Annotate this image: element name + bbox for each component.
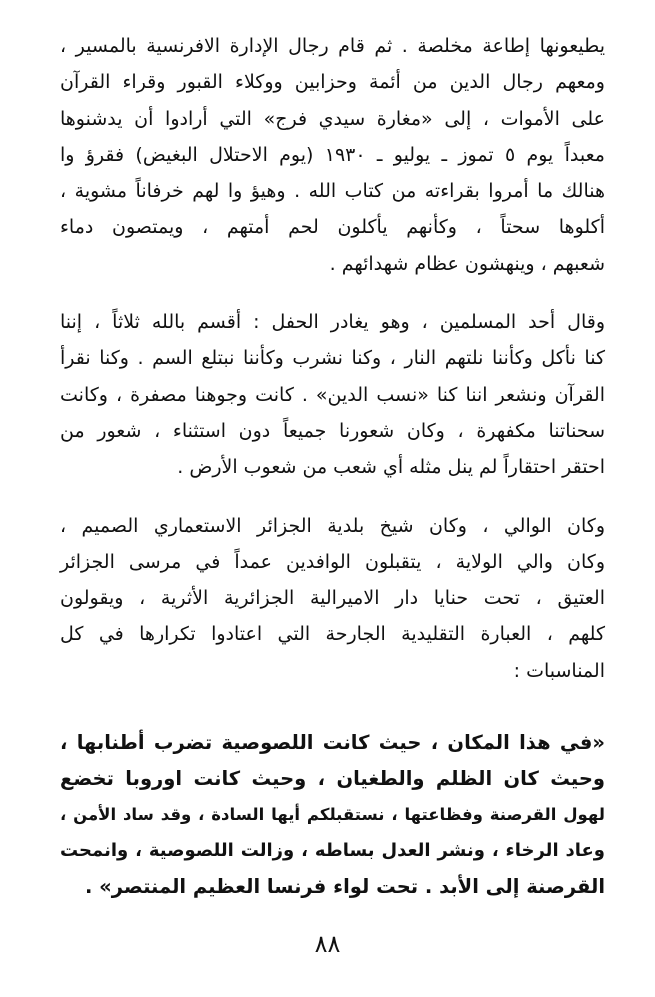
text-line: معبداً يوم ٥ تموز ـ يوليو ـ ١٩٣٠ (يوم الاحتلال البغيض) فقرؤ وا xyxy=(60,143,605,166)
text-line: شعبهم ، وينهشون عظام شهدائهم . xyxy=(329,252,605,275)
text-line: القرآن ونشعر اننا كنا «نسب الدين» . كانت وجوهنا مصفرة ، وكانت xyxy=(60,383,605,406)
quoted-passage xyxy=(60,725,605,905)
quote-line: لهول القرصنة وفظاعتها ، نستقبلكم أيها السادة ، وقد ساد الأمن ، xyxy=(60,805,605,825)
text-line: سحناتنا مكفهرة ، وكان شعورنا جميعاً دون استثناء ، شعور من xyxy=(60,419,605,442)
paragraph-3 xyxy=(60,508,605,689)
page-number: ٨٨ xyxy=(314,930,341,958)
page-body xyxy=(60,28,605,905)
text-line: احتقر احتقاراً لم ينل مثله أي شعب من شعوب الأرض . xyxy=(177,456,605,479)
quote-line: «في هذا المكان ، حيث كانت اللصوصية تضرب أطنابها ، xyxy=(60,731,605,755)
paragraph-2 xyxy=(60,304,605,485)
text-line: وقال أحد المسلمين ، وهو يغادر الحفل : أقسم بالله ثلاثاً ، إننا xyxy=(60,311,605,334)
text-line: على الأموات ، إلى «مغارة سيدي فرج» التي أرادوا أن يدشنوها xyxy=(60,107,605,130)
text-line: العتيق ، تحت حنايا دار الاميرالية الجزائرية الأثرية ، ويقولون xyxy=(60,587,605,610)
quote-line: القرصنة إلى الأبد . تحت لواء فرنسا العظيم المنتصر» . xyxy=(84,875,605,899)
text-line: كنا نأكل وكأننا نلتهم النار ، وكنا نشرب وكأننا نبتلع السم . وكنا نقرأ xyxy=(60,347,605,370)
text-line: ومعهم رجال الدين من أئمة وحزابين ووكلاء القبور وقراء القرآن xyxy=(60,71,605,94)
text-line: هنالك ما أمروا بقراءته من كتاب الله . وهيؤ وا لهم خرفاناً مشوية ، xyxy=(60,180,605,203)
quote-line: وحيث كان الظلم والطغيان ، وحيث كانت اوروبا تخضع xyxy=(60,767,605,791)
text-line: وكان الوالي ، وكان شيخ بلدية الجزائر الاستعماري الصميم ، xyxy=(60,514,605,537)
paragraph-1 xyxy=(60,28,605,282)
text-line: المناسبات : xyxy=(513,659,605,682)
text-line: وكان والي الولاية ، يتقبلون الوافدين عمداً في مرسى الجزائر xyxy=(60,550,605,573)
text-line: أكلوها سحتاً ، وكأنهم يأكلون لحم أمتهم ، ويمتصون دماء xyxy=(60,216,605,239)
quote-line: وعاد الرخاء ، ونشر العدل بساطه ، وزالت اللصوصية ، وانمحت xyxy=(60,840,605,862)
text-line: كلهم ، العبارة التقليدية الجارحة التي اعتادوا تكرارها في كل xyxy=(60,623,605,646)
text-line: يطيعونها إطاعة مخلصة . ثم قام رجال الإدارة الافرنسية بالمسير ، xyxy=(60,35,605,57)
